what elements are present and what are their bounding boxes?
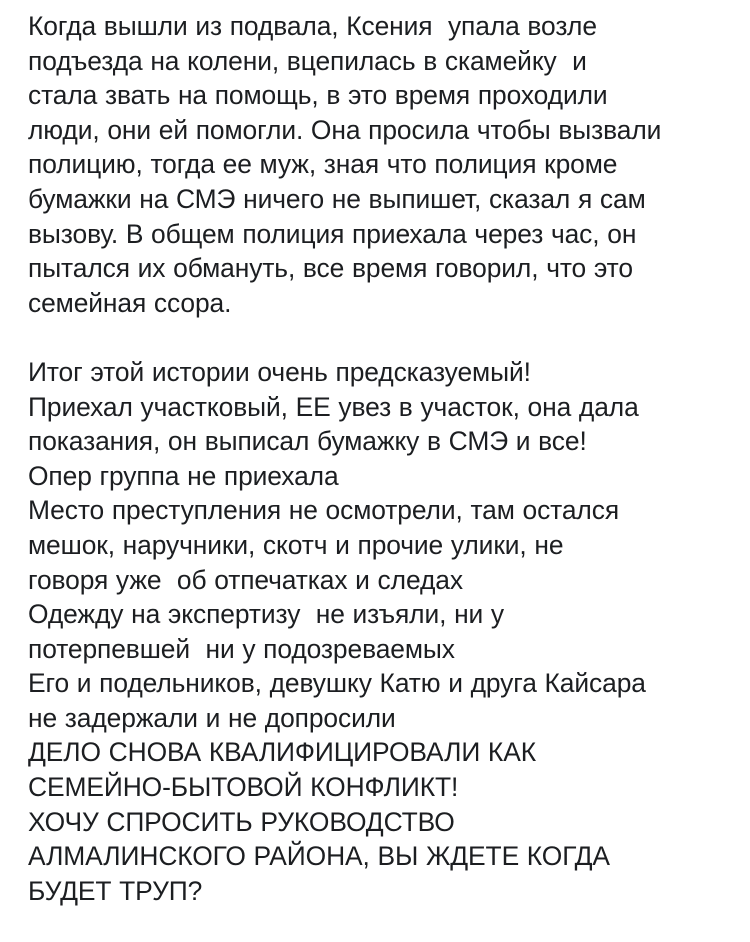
text-line: семейная ссора. [28, 287, 232, 318]
text-line: стала звать на помощь, в это время проходили [28, 80, 608, 111]
text-line: ДЕЛО СНОВА КВАЛИФИЦИРОВАЛИ КАК [28, 737, 536, 768]
text-line: Когда вышли из подвала, Ксения упала возле [28, 11, 597, 41]
paragraph-1 [28, 9, 744, 320]
text-line: Его и подельников, девушку Катю и друга Кайсара [28, 668, 646, 699]
text-line: показания, он выписал бумажку в СМЭ и все! [28, 426, 587, 457]
text-line: АЛМАЛИНСКОГО РАЙОНА, ВЫ ЖДЕТЕ КОГДА [28, 841, 610, 872]
text-line: не задержали и не допросили [28, 702, 396, 733]
post-text [28, 9, 744, 908]
text-line: подъезда на колени, вцепилась в скамейку и [28, 45, 587, 76]
paragraph-gap [28, 320, 744, 355]
text-line: ХОЧУ СПРОСИТЬ РУКОВОДСТВО [28, 806, 455, 837]
text-line: полицию, тогда ее муж, зная что полиция кроме [28, 149, 618, 180]
text-line: Итог этой истории очень предсказуемый! [28, 356, 531, 387]
text-line: потерпевшей ни у подозреваемых [28, 633, 455, 664]
text-line: Приехал участковый, ЕЕ увез в участок, она дала [28, 391, 639, 422]
text-line: говоря уже об отпечатках и следах [28, 564, 463, 595]
text-line: Опер группа не приехала [28, 460, 339, 491]
text-line: пытался их обмануть, все время говорил, что это [28, 253, 633, 284]
paragraph-2 [28, 355, 744, 909]
text-line: мешок, наручники, скотч и прочие улики, не [28, 529, 564, 560]
text-line: вызову. В общем полиция приехала через час, он [28, 218, 637, 249]
text-line: БУДЕТ ТРУП? [28, 875, 203, 906]
text-line: Одежду на экспертизу не изъяли, ни у [28, 599, 505, 630]
text-line: люди, они ей помогли. Она просила чтобы вызвали [28, 114, 662, 145]
text-line: Место преступления не осмотрели, там остался [28, 495, 620, 526]
text-line: СЕМЕЙНО-БЫТОВОЙ КОНФЛИКТ! [28, 772, 459, 803]
text-line: бумажки на СМЭ ничего не выпишет, сказал я сам [28, 183, 646, 214]
